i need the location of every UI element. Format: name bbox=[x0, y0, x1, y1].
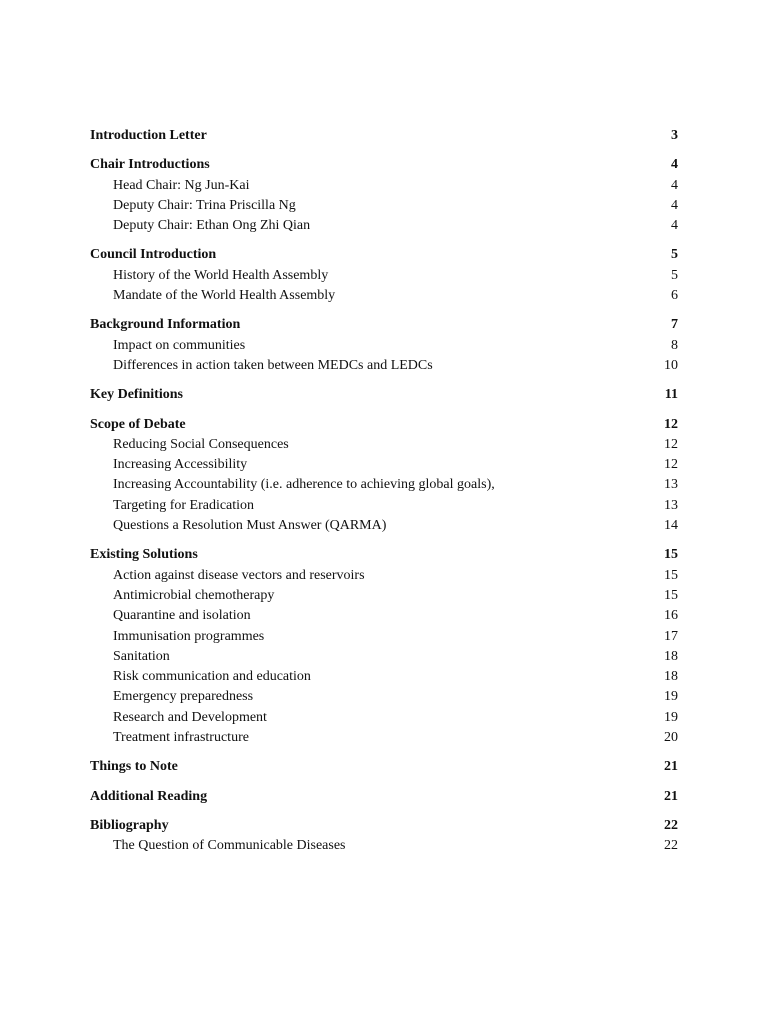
toc-subentry[interactable] bbox=[90, 455, 678, 475]
toc-entry-title: Bibliography bbox=[90, 817, 169, 833]
toc-entry[interactable] bbox=[90, 816, 678, 836]
toc-subentry-title: Differences in action taken between MEDCs and LEDCs bbox=[113, 357, 433, 373]
toc-entry[interactable] bbox=[90, 385, 678, 405]
toc-subentry-title: Quarantine and isolation bbox=[113, 608, 251, 624]
table-of-contents bbox=[90, 126, 678, 866]
toc-subentry-page-number: 19 bbox=[664, 689, 678, 705]
toc-subentry-title: Increasing Accountability (i.e. adherence to achieving global goals), bbox=[113, 477, 495, 493]
toc-subentry[interactable] bbox=[90, 496, 678, 516]
toc-entry-page-number: 3 bbox=[671, 128, 678, 143]
toc-subentry-title: Questions a Resolution Must Answer (QARMA) bbox=[113, 518, 387, 534]
toc-subentry-title: Treatment infrastructure bbox=[113, 730, 249, 746]
toc-subentry-page-number: 12 bbox=[664, 436, 678, 452]
toc-entry-title: Council Introduction bbox=[90, 247, 217, 263]
toc-entry-title: Chair Introductions bbox=[90, 157, 210, 173]
toc-subentry[interactable] bbox=[90, 516, 678, 536]
toc-subentry-title: Mandate of the World Health Assembly bbox=[113, 288, 336, 304]
toc-subentry-page-number: 14 bbox=[664, 518, 678, 534]
toc-subentry-page-number: 12 bbox=[664, 457, 678, 473]
toc-entry-page-number: 11 bbox=[664, 387, 678, 403]
toc-entry[interactable] bbox=[90, 545, 678, 565]
toc-subentry-title: History of the World Health Assembly bbox=[113, 267, 329, 283]
toc-subentry[interactable] bbox=[90, 728, 678, 748]
toc-subentry-title: Research and Development bbox=[113, 709, 267, 725]
toc-subentry[interactable] bbox=[90, 286, 678, 306]
toc-subentry[interactable] bbox=[90, 687, 678, 707]
toc-subentry[interactable] bbox=[90, 627, 678, 647]
toc-entry[interactable] bbox=[90, 787, 678, 807]
toc-subentry-page-number: 6 bbox=[671, 288, 678, 304]
toc-section bbox=[90, 787, 678, 807]
toc-subentry-title: Risk communication and education bbox=[113, 669, 311, 685]
toc-entry[interactable] bbox=[90, 315, 678, 335]
toc-subentry[interactable] bbox=[90, 606, 678, 626]
toc-subentry-title: Action against disease vectors and reservoirs bbox=[113, 567, 365, 583]
toc-subentry[interactable] bbox=[90, 266, 678, 286]
toc-entry-title: Additional Reading bbox=[90, 788, 208, 804]
toc-subentry[interactable] bbox=[90, 196, 678, 216]
toc-subentry[interactable] bbox=[90, 836, 678, 856]
toc-section bbox=[90, 415, 678, 537]
toc-section bbox=[90, 757, 678, 777]
toc-subentry[interactable] bbox=[90, 176, 678, 196]
toc-section bbox=[90, 545, 678, 748]
toc-subentry[interactable] bbox=[90, 356, 678, 376]
toc-subentry-title: Sanitation bbox=[113, 648, 170, 664]
toc-section bbox=[90, 385, 678, 405]
toc-entry-page-number: 4 bbox=[671, 157, 678, 173]
toc-subentry-page-number: 13 bbox=[664, 477, 678, 493]
toc-subentry-title: Targeting for Eradication bbox=[113, 497, 255, 513]
toc-section bbox=[90, 315, 678, 376]
toc-subentry-title: Impact on communities bbox=[113, 337, 246, 353]
toc-entry-title: Background Information bbox=[90, 317, 241, 333]
toc-subentry-title: Antimicrobial chemotherapy bbox=[113, 587, 275, 603]
toc-section bbox=[90, 155, 678, 236]
toc-subentry-page-number: 13 bbox=[664, 497, 678, 513]
toc-entry[interactable] bbox=[90, 757, 678, 777]
toc-subentry-page-number: 22 bbox=[664, 838, 678, 854]
toc-entry-title: Key Definitions bbox=[90, 387, 183, 403]
toc-subentry[interactable] bbox=[90, 647, 678, 667]
toc-subentry[interactable] bbox=[90, 566, 678, 586]
toc-entry-page-number: 15 bbox=[664, 547, 678, 563]
toc-subentry-title: Reducing Social Consequences bbox=[113, 436, 289, 452]
toc-entry-title: Existing Solutions bbox=[90, 547, 198, 563]
toc-subentry[interactable] bbox=[90, 667, 678, 687]
toc-subentry-page-number: 15 bbox=[664, 587, 678, 603]
toc-subentry-title: Increasing Accessibility bbox=[113, 457, 248, 473]
toc-entry-title: Scope of Debate bbox=[90, 416, 186, 432]
toc-entry[interactable] bbox=[90, 245, 678, 265]
toc-subentry-page-number: 15 bbox=[664, 567, 678, 583]
toc-subentry-title: Deputy Chair: Ethan Ong Zhi Qian bbox=[113, 218, 311, 234]
toc-entry-title: Things to Note bbox=[90, 759, 178, 775]
toc-subentry[interactable] bbox=[90, 586, 678, 606]
toc-subentry-title: Deputy Chair: Trina Priscilla Ng bbox=[113, 197, 296, 213]
toc-subentry[interactable] bbox=[90, 216, 678, 236]
toc-subentry-page-number: 19 bbox=[664, 709, 678, 725]
toc-subentry-page-number: 4 bbox=[671, 218, 678, 234]
toc-entry[interactable] bbox=[90, 155, 678, 175]
toc-section bbox=[90, 245, 678, 306]
toc-entry[interactable] bbox=[90, 415, 678, 435]
toc-entry-title: Introduction Letter bbox=[90, 128, 207, 143]
toc-section bbox=[90, 126, 678, 146]
toc-entry-page-number: 5 bbox=[671, 247, 678, 263]
toc-subentry-page-number: 17 bbox=[664, 628, 678, 644]
toc-entry-page-number: 7 bbox=[671, 317, 678, 333]
toc-subentry-page-number: 18 bbox=[664, 669, 678, 685]
toc-subentry-title: Emergency preparedness bbox=[113, 689, 254, 705]
toc-section bbox=[90, 816, 678, 857]
toc-subentry-page-number: 4 bbox=[671, 177, 678, 193]
toc-subentry-title: The Question of Communicable Diseases bbox=[113, 838, 346, 854]
toc-subentry[interactable] bbox=[90, 435, 678, 455]
toc-subentry-title: Head Chair: Ng Jun-Kai bbox=[113, 177, 250, 193]
toc-subentry[interactable] bbox=[90, 336, 678, 356]
toc-subentry-page-number: 20 bbox=[664, 730, 678, 746]
toc-subentry[interactable] bbox=[90, 708, 678, 728]
toc-entry[interactable] bbox=[90, 126, 678, 146]
toc-entry-page-number: 22 bbox=[664, 817, 678, 833]
toc-subentry-page-number: 8 bbox=[671, 337, 678, 353]
toc-entry-page-number: 21 bbox=[664, 788, 678, 804]
toc-subentry-page-number: 4 bbox=[671, 197, 678, 213]
toc-subentry-title: Immunisation programmes bbox=[113, 628, 265, 644]
toc-subentry-page-number: 18 bbox=[664, 648, 678, 664]
toc-subentry-page-number: 10 bbox=[664, 357, 678, 373]
toc-subentry-page-number: 16 bbox=[664, 608, 678, 624]
toc-subentry[interactable] bbox=[90, 475, 678, 495]
toc-entry-page-number: 21 bbox=[664, 759, 678, 775]
toc-subentry-page-number: 5 bbox=[671, 267, 678, 283]
toc-entry-page-number: 12 bbox=[664, 416, 678, 432]
